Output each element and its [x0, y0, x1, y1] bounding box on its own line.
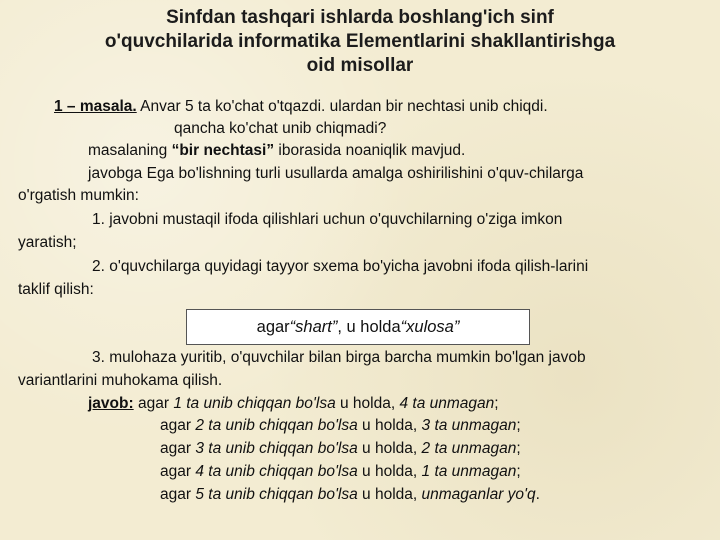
problem-text: Anvar 5 ta ko'chat o'tqazdi. ulardan bir nechtasi unib chiqdi. — [136, 98, 548, 115]
step1-line-1: 1. javobni mustaqil ifoda qilishlari uchun o'quvchilarning o'ziga imkon — [92, 211, 563, 228]
answer-holda: u holda, — [357, 417, 422, 434]
answer-agar: agar — [160, 463, 196, 480]
problem-statement — [54, 97, 548, 117]
title-line-1: Sinfdan tashqari ishlarda boshlang'ich sinf — [166, 7, 554, 28]
answer-end: ; — [494, 395, 499, 412]
answer-line-5 — [160, 485, 540, 505]
scheme-shart: “shart” — [289, 317, 338, 336]
answer-holda: u holda, — [357, 463, 422, 480]
answer-agar: agar — [160, 417, 196, 434]
answer-holda: u holda, — [335, 395, 400, 412]
answer-line-1 — [88, 394, 499, 414]
scheme-mid: , u holda — [337, 317, 401, 336]
answer-end: . — [535, 486, 540, 503]
answer-agar: agar — [160, 440, 196, 457]
problem-question: qancha ko'chat unib chiqmadi? — [174, 120, 387, 137]
answer-line-3 — [160, 439, 521, 459]
answer-agar: agar — [160, 486, 196, 503]
step2-line-2: taklif qilish: — [18, 281, 94, 298]
methods-line-2: o'rgatish mumkin: — [18, 187, 139, 204]
answer-holda: u holda, — [357, 440, 422, 457]
problem-label: 1 – masala. — [54, 98, 137, 115]
step3-line-2: variantlarini muhokama qilish. — [18, 372, 223, 389]
answer-condition: 3 ta unib chiqqan bo'lsa — [195, 440, 358, 457]
answer-result: 1 ta unmagan — [421, 463, 517, 480]
answer-end: ; — [516, 440, 521, 457]
answer-condition: 2 ta unib chiqqan bo'lsa — [195, 417, 358, 434]
answer-condition: 1 ta unib chiqqan bo'lsa — [173, 395, 336, 412]
answer-label: javob: — [88, 395, 134, 412]
answer-line-2 — [160, 416, 521, 436]
ambiguity-note — [88, 141, 465, 161]
answer-result: 4 ta unmagan — [399, 395, 495, 412]
title-line-2: o'quvchilarida informatika Elementlarini shakllantirishga — [104, 31, 616, 52]
answer-condition: 5 ta unib chiqqan bo'lsa — [195, 486, 358, 503]
answer-end: ; — [516, 417, 521, 434]
answer-condition: 4 ta unib chiqqan bo'lsa — [195, 463, 358, 480]
ambiguity-phrase: “bir nechtasi” — [171, 142, 275, 159]
ambiguity-post: iborasida noaniqlik mavjud. — [274, 142, 466, 159]
scheme-box — [186, 309, 530, 345]
step1-line-2: yaratish; — [18, 234, 77, 251]
methods-line-1: javobga Ega bo'lishning turli usullarda amalga oshirilishini o'quv-chilarga — [88, 165, 584, 182]
slide-title — [20, 6, 700, 78]
step2-line-1: 2. o'quvchilarga quyidagi tayyor sxema bo'yicha javobni ifoda qilish-larini — [92, 258, 589, 275]
answer-result: unmaganlar yo'q — [421, 486, 536, 503]
answer-line-4 — [160, 462, 521, 482]
answer-holda: u holda, — [357, 486, 422, 503]
ambiguity-pre: masalaning — [88, 142, 172, 159]
answer-result: 3 ta unmagan — [421, 417, 517, 434]
answer-agar: agar — [137, 395, 174, 412]
title-line-3: oid misollar — [306, 55, 414, 76]
scheme-xulosa: “xulosa” — [400, 317, 460, 336]
scheme-agar: agar — [256, 317, 290, 336]
step3-line-1: 3. mulohaza yuritib, o'quvchilar bilan birga barcha mumkin bo'lgan javob — [92, 349, 586, 366]
answer-end: ; — [516, 463, 521, 480]
answer-result: 2 ta unmagan — [421, 440, 517, 457]
